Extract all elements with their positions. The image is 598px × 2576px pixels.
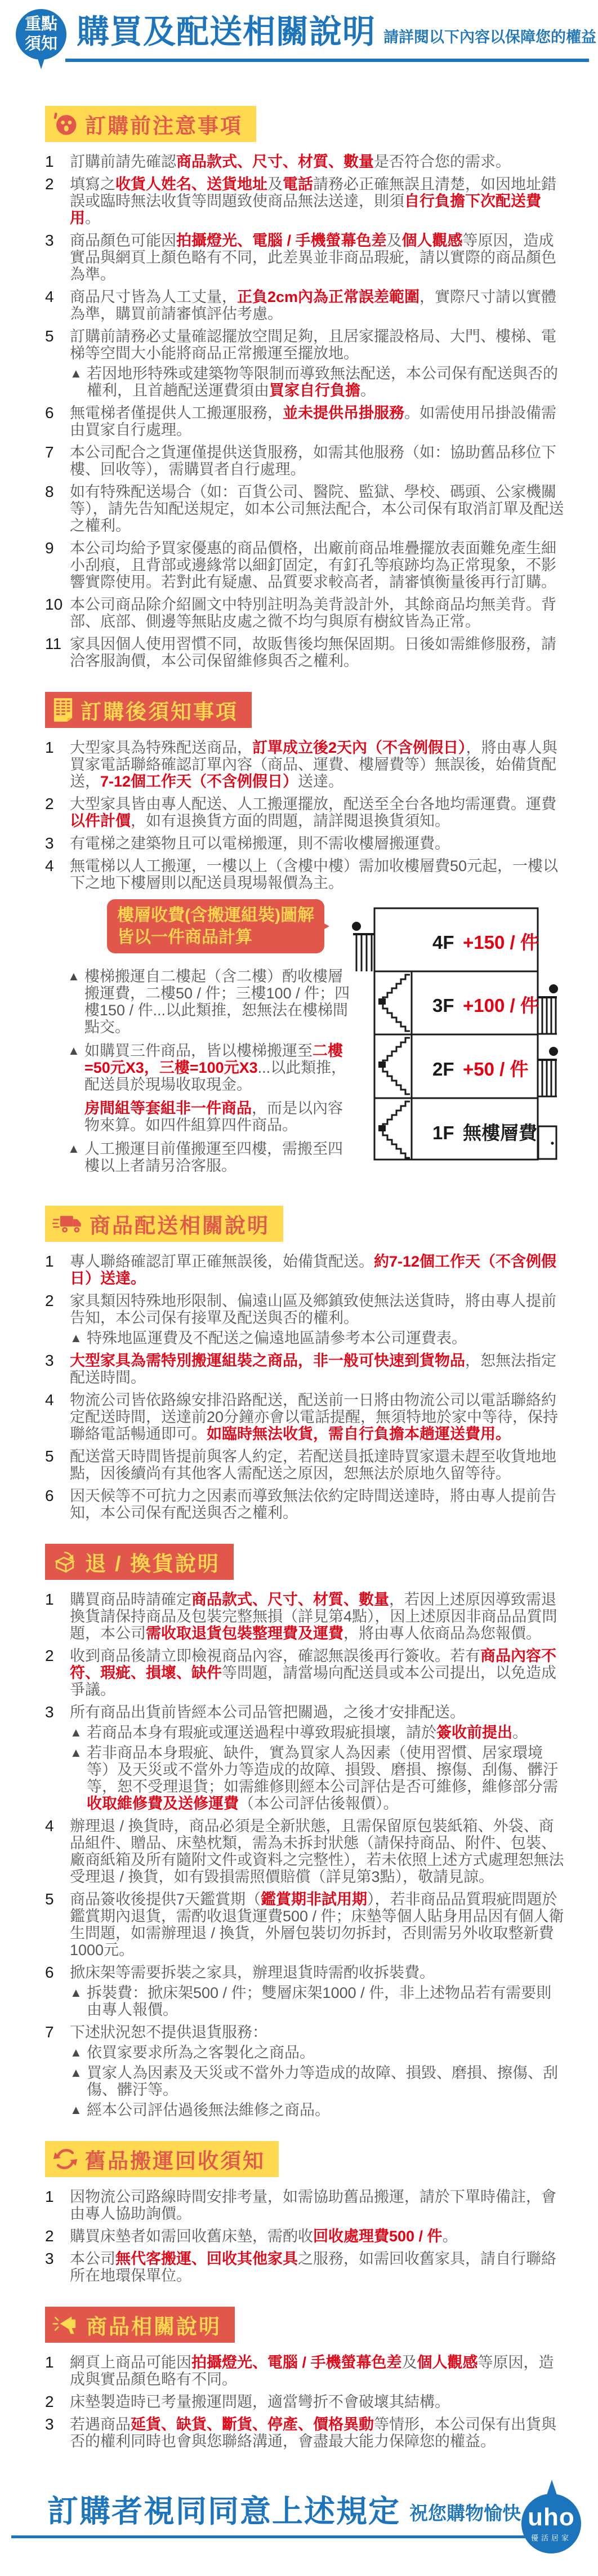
text-segment: ，而是以內容物來算。如四件組算四件商品。 bbox=[84, 1100, 343, 1134]
item-text bbox=[70, 739, 564, 790]
item-text bbox=[70, 153, 564, 170]
item-text bbox=[70, 2024, 564, 2118]
text-segment: 家具因個人使用習慣不同，故販售後均無保固期。日後如需維修服務，請洽客服詢價，本公司保留維修與否之權利。 bbox=[70, 636, 556, 669]
item-text bbox=[70, 328, 564, 399]
note-line bbox=[70, 2044, 564, 2061]
text-segment: 延貨、缺貨、斷貨、停產、價格異動 bbox=[131, 2416, 374, 2433]
item-text bbox=[70, 835, 564, 852]
item-text bbox=[70, 2354, 564, 2388]
note-line bbox=[68, 1042, 352, 1093]
footer-underline bbox=[11, 2535, 538, 2538]
wish-text: 祝您購物愉快 bbox=[409, 2503, 521, 2524]
text-segment: 所有商品出貨前皆經本公司品管把關過，之後才安排配送。 bbox=[70, 1704, 465, 1721]
item-number: 1 bbox=[45, 2353, 54, 2371]
section-title: 訂購後須知事項 bbox=[81, 700, 238, 723]
item-text bbox=[70, 858, 564, 891]
text-segment: 特殊地區運費及不配送之偏遠地區請參考本公司運費表。 bbox=[87, 1330, 467, 1347]
triangle-marker: ▲ bbox=[68, 1043, 80, 1058]
note-text bbox=[84, 1100, 352, 1134]
text-segment: 專人聯絡確認訂單正確無誤後，始備貨配送。 bbox=[70, 1253, 374, 1270]
key-points-badge bbox=[16, 9, 66, 60]
document-icon bbox=[52, 697, 74, 723]
item-number: 2 bbox=[45, 2227, 54, 2245]
text-segment: 本公司商品除介紹圖文中特別註明為美背設計外，其餘商品均無美背。背部、底部、側邊等無貼皮處之微不均勻與原有樹紋皆為正常。 bbox=[70, 596, 556, 630]
text-segment: 等問題，請當場向配送員或本公司提出，以免造成爭議。 bbox=[70, 1664, 556, 1698]
item-text bbox=[70, 288, 564, 322]
floor-label: 4F bbox=[432, 932, 454, 953]
header-underline bbox=[65, 59, 589, 62]
text-segment: 經本公司評估過後無法維修之商品。 bbox=[87, 2102, 330, 2118]
list-item bbox=[45, 540, 564, 590]
text-segment: 並未提供吊掛服務 bbox=[283, 405, 404, 421]
text-segment: ，將由專人與買家電話聯絡確認訂單內容（商品、運費、樓層費等）無誤後，始備貨配送， bbox=[70, 739, 557, 790]
item-text bbox=[70, 1392, 564, 1442]
text-segment: 商品顏色可能因 bbox=[70, 232, 176, 249]
package-icon bbox=[52, 1549, 78, 1575]
page-subtitle: 請詳閱以下內容以保障您的權益 bbox=[383, 29, 597, 46]
item-text bbox=[70, 596, 564, 630]
text-segment: 網頁上商品可能因 bbox=[70, 2354, 191, 2371]
text-segment: 二樓=50元X3，三樓=100元X3 bbox=[84, 1042, 343, 1076]
floor-label: 1F bbox=[432, 1122, 454, 1143]
list-item bbox=[45, 835, 564, 852]
triangle-marker: ▲ bbox=[70, 1746, 82, 1760]
list-item bbox=[45, 405, 564, 438]
section-pre-order bbox=[45, 89, 564, 669]
bubble-line1: 樓層收費(含搬運組裝)圖解 bbox=[117, 906, 314, 925]
item-text bbox=[70, 1704, 564, 1812]
text-segment: 買家人為因素及天災或不當外力等造成的故障、損毀、磨損、擦傷、刮傷、髒汙等。 bbox=[87, 2064, 558, 2098]
badge-line1: 重點 bbox=[24, 15, 57, 33]
text-segment: 7-12個工作天（不含例假日） bbox=[100, 773, 298, 790]
text-segment: 訂購前請先確認 bbox=[70, 153, 176, 170]
item-number: 2 bbox=[45, 795, 54, 812]
text-segment: 掀床架等需要拆裝之家具，辦理退貨時需酌收拆裝費。 bbox=[70, 1964, 435, 1981]
section-returns bbox=[45, 1527, 564, 2118]
triangle-marker: ▲ bbox=[70, 2045, 82, 2059]
section-header-pre-order bbox=[45, 106, 256, 142]
list-item bbox=[45, 328, 564, 399]
text-segment: 本公司配合之貨運僅提供送貨服務，如需其他服務（如：協助舊品移位下樓、回收等），需購買者自行處理。 bbox=[70, 444, 556, 478]
note-line bbox=[68, 1100, 352, 1134]
note-line bbox=[70, 365, 564, 399]
item-number: 5 bbox=[45, 327, 54, 345]
text-segment: 購買商品時請確定 bbox=[70, 1591, 191, 1608]
item-number: 6 bbox=[45, 404, 54, 421]
section-recycle bbox=[45, 2124, 564, 2284]
sections-container bbox=[0, 89, 598, 2450]
item-text bbox=[70, 796, 564, 829]
section-post-order bbox=[45, 675, 564, 1174]
text-segment: ，若因上述原因導致需退換貨請保持商品及包裝完整無損（詳見第4點），因上述原因非商品品質問題，本公司 bbox=[70, 1591, 557, 1642]
note-text bbox=[84, 968, 352, 1036]
item-text bbox=[70, 483, 564, 534]
text-segment: 。 bbox=[85, 210, 100, 226]
logo-text: uho bbox=[528, 2503, 575, 2531]
floor-fee: 無樓層費 bbox=[463, 1122, 537, 1143]
list-item bbox=[45, 2024, 564, 2118]
text-segment: 若遇商品 bbox=[70, 2416, 131, 2433]
text-segment: 如有特殊配送場合（如：百貨公司、醫院、監獄、學校、碼頭、公家機關等），請先告知配送規定，如本公司無法配合，本公司保有取消訂單及配送之權利。 bbox=[70, 483, 564, 534]
text-segment: 訂單成立後2天內（不含例假日） bbox=[252, 739, 466, 756]
text-segment: ，如有退換貨方面的問題，請詳閱退換貨須知。 bbox=[131, 812, 450, 829]
floor-fee: +150 / 件 bbox=[463, 932, 539, 953]
list-item bbox=[45, 858, 564, 891]
text-segment: 及 bbox=[267, 176, 283, 193]
item-text bbox=[70, 2250, 564, 2284]
badge-line2: 須知 bbox=[24, 35, 57, 53]
note-line bbox=[68, 1140, 352, 1174]
item-text bbox=[70, 405, 564, 438]
item-number: 9 bbox=[45, 539, 54, 557]
text-segment: 商品款式、尺寸、材質、數量 bbox=[191, 1591, 389, 1608]
section-header-post-order bbox=[45, 692, 252, 728]
item-number: 2 bbox=[45, 2393, 54, 2410]
note-text bbox=[84, 1140, 352, 1174]
text-segment: 如購買三件商品，皆以樓梯搬運至 bbox=[84, 1042, 313, 1059]
list-item bbox=[45, 2354, 564, 2388]
text-segment: ，將由專人依商品為您報價。 bbox=[343, 1625, 541, 1642]
text-segment: 大型家具皆由專人配送、人工搬運擺放，配送至全台各地均需運費。運費 bbox=[70, 796, 556, 812]
text-segment: 請務必正確無誤且清楚，如因地址錯誤或臨時無法收貨等問題致使商品無法送達，則須 bbox=[70, 176, 556, 210]
logo-spike bbox=[547, 2475, 557, 2495]
text-segment: 無電梯以人工搬運，一樓以上（含樓中樓）需加收樓層費50元起，一樓以下之地下樓層則以配送員現場報價為主。 bbox=[70, 858, 559, 891]
text-segment: 樓梯搬運自二樓起（含二樓）酌收樓層搬運費，二樓50 / 件；三樓100 / 件；四樓150 / 件...以此類推，恕無法在樓梯間點交。 bbox=[84, 968, 350, 1036]
text-segment: ...以此類推，配送員於現場收取現金。 bbox=[84, 1059, 347, 1093]
list-item bbox=[45, 1964, 564, 2018]
text-segment: 因天候等不可抗力之因素而導致無法依約定時間送達時，將由專人提前告知，本公司保有配送與否之權利。 bbox=[70, 1487, 556, 1521]
text-segment: 約7-12個工作天（不含例假日）送達。 bbox=[70, 1253, 557, 1287]
item-text bbox=[70, 1448, 564, 1482]
item-text bbox=[70, 1487, 564, 1521]
item-text bbox=[70, 2228, 564, 2245]
floor-fee-bubble bbox=[107, 899, 324, 953]
text-segment: 簽收前提出 bbox=[436, 1724, 512, 1741]
text-segment: 。 bbox=[360, 382, 376, 399]
text-segment: 回收處理費500 / 件 bbox=[313, 2228, 443, 2245]
list-item bbox=[45, 1253, 564, 1287]
text-segment: 若商品本身有瑕疵或運送過程中導致瑕疵損壞，請於 bbox=[87, 1724, 436, 1741]
note-text bbox=[87, 365, 564, 399]
section-header-returns bbox=[45, 1544, 234, 1580]
text-segment: 。如需使用吊掛設備需由買家自行處理。 bbox=[70, 405, 556, 438]
item-number: 1 bbox=[45, 153, 54, 170]
item-number: 3 bbox=[45, 232, 54, 249]
text-segment: 下述狀況恕不提供退貨服務： bbox=[70, 2024, 267, 2041]
item-text bbox=[70, 636, 564, 669]
list-item bbox=[45, 2416, 564, 2450]
item-text bbox=[70, 1293, 564, 1347]
text-segment: ，實際尺寸請以實體為準，購買前請審慎評估考慮。 bbox=[70, 288, 557, 322]
item-number: 2 bbox=[45, 175, 54, 193]
item-number: 3 bbox=[45, 1352, 54, 1369]
list-item bbox=[45, 288, 564, 322]
text-segment: 辦理退 / 換貨時，商品必須是全新狀態，且需保留原包裝紙箱、外袋、商品組件、贈品、床墊枕類，需為未拆封狀態（請保持商品、附件、包裝、廠商紙箱及所有隨附文件或資料之完整性），若未依照上述方式處理恕無法受理退 / 換貨，如有毀損需照價賠償（詳見第3點），敬請見諒。 bbox=[70, 1818, 564, 1885]
item-number: 6 bbox=[45, 1964, 54, 1981]
item-text bbox=[70, 176, 564, 226]
title-group bbox=[77, 16, 596, 48]
floor-fee-figure-left bbox=[45, 899, 352, 1174]
list-item bbox=[45, 1448, 564, 1482]
list-item bbox=[45, 1487, 564, 1521]
text-segment: 送達。 bbox=[298, 773, 344, 790]
item-text bbox=[70, 1818, 564, 1885]
list-item bbox=[45, 1891, 564, 1958]
text-segment: （本公司評估後報價）。 bbox=[239, 1795, 399, 1812]
text-segment: 填寫之 bbox=[70, 176, 115, 193]
text-segment: 收到商品後請立即檢視商品內容，確認無誤後再行簽收。若有 bbox=[70, 1647, 480, 1664]
item-text bbox=[70, 2188, 564, 2222]
text-segment: 及 bbox=[386, 232, 402, 249]
text-segment: 是否符合您的需求。 bbox=[374, 153, 511, 170]
triangle-marker: ▲ bbox=[70, 366, 82, 380]
item-number: 4 bbox=[45, 1817, 54, 1835]
item-text bbox=[70, 232, 564, 283]
text-segment: 買家自行負擔 bbox=[269, 382, 360, 399]
floor-fee-diagram bbox=[352, 900, 559, 1168]
item-number: 3 bbox=[45, 2415, 54, 2433]
text-segment: 收取維修費及送修運費 bbox=[87, 1795, 239, 1812]
item-number: 1 bbox=[45, 1253, 54, 1270]
item-text bbox=[70, 1352, 564, 1386]
item-number: 1 bbox=[45, 739, 54, 756]
item-number: 3 bbox=[45, 2250, 54, 2267]
item-number: 2 bbox=[45, 1647, 54, 1664]
note-text bbox=[87, 2102, 564, 2118]
triangle-marker: ▲ bbox=[70, 2103, 82, 2117]
triangle-marker: ▲ bbox=[68, 1142, 80, 1156]
floor-fee-figure-right bbox=[352, 899, 564, 1174]
footer-text-row bbox=[47, 2496, 521, 2527]
list-item bbox=[45, 596, 564, 630]
section-header-delivery bbox=[45, 1206, 283, 1242]
text-segment: 因物流公司路線時間安排考量，如需協助舊品搬運，請於下單時備註，會由專人協助詢價。 bbox=[70, 2188, 556, 2222]
list-item bbox=[45, 1818, 564, 1885]
item-text bbox=[70, 1647, 564, 1698]
item-text bbox=[70, 1253, 564, 1287]
truck-icon bbox=[52, 1213, 83, 1234]
list-item bbox=[45, 153, 564, 170]
note-text bbox=[87, 1330, 564, 1347]
item-text bbox=[70, 444, 564, 478]
text-segment: 電話 bbox=[283, 176, 313, 193]
logo-balloon bbox=[521, 2494, 581, 2553]
text-segment: 需收取退貨包裝整理費及運費 bbox=[146, 1625, 343, 1642]
item-number: 2 bbox=[45, 1292, 54, 1309]
note-text bbox=[87, 1724, 564, 1741]
item-number: 11 bbox=[45, 635, 62, 652]
floor-fee-figure bbox=[45, 899, 564, 1174]
item-number: 3 bbox=[45, 1703, 54, 1721]
item-number: 10 bbox=[45, 596, 63, 613]
text-segment: 房間組等套組非一件商品 bbox=[84, 1100, 252, 1117]
text-segment: 本公司 bbox=[70, 2250, 115, 2267]
list-item bbox=[45, 444, 564, 478]
item-text bbox=[70, 1591, 564, 1642]
list-item bbox=[45, 796, 564, 829]
text-segment: 購買床墊者如需回收舊床墊，需酌收 bbox=[70, 2228, 313, 2245]
megaphone-icon bbox=[52, 2313, 79, 2337]
list-item bbox=[45, 483, 564, 534]
page-header bbox=[0, 0, 598, 89]
list-item bbox=[45, 2188, 564, 2222]
item-number: 5 bbox=[45, 1890, 54, 1908]
note-text bbox=[87, 2044, 564, 2061]
text-segment: 商品款式、尺寸、材質、數量 bbox=[176, 153, 374, 170]
text-segment: 訂購前請務必丈量確認擺放空間足夠，且居家擺設格局、大門、樓梯、電梯等空間大小能將商品正常搬運至擺放地。 bbox=[70, 328, 556, 362]
item-text bbox=[70, 2393, 564, 2410]
page-footer bbox=[0, 2475, 598, 2576]
text-segment: 。 bbox=[442, 2228, 458, 2245]
triangle-marker: ▲ bbox=[70, 1331, 82, 1345]
triangle-marker: ▲ bbox=[70, 1725, 82, 1739]
text-segment: 人工搬運目前僅搬運至四樓，需搬至四樓以上者請另洽客服。 bbox=[84, 1140, 343, 1174]
text-segment: 及 bbox=[401, 2354, 417, 2371]
triangle-marker: ▲ bbox=[70, 2066, 82, 2080]
section-header-recycle bbox=[45, 2141, 279, 2177]
agreement-statement: 訂購者視同同意上述規定 bbox=[47, 2494, 401, 2529]
note-text bbox=[87, 2064, 564, 2098]
item-number: 3 bbox=[45, 834, 54, 852]
brand-logo bbox=[521, 2475, 582, 2553]
text-segment: ），若非商品品質瑕疵問題於鑑賞期內退貨，需酌收退貨運費500 / 件；床墊等個人貼身用品因有個人衛生問題，如需辦理退 / 換貨，外層包裝切勿拆封，否則需另外收取整新費1000元。 bbox=[70, 1891, 564, 1958]
list-item bbox=[45, 636, 564, 669]
floor-fee: +50 / 件 bbox=[463, 1059, 529, 1080]
section-title: 退 / 換貨說明 bbox=[85, 1552, 220, 1575]
text-segment: 家具類因特殊地形限制、偏遠山區及鄉鎮致使無法送貨時，將由專人提前告知，本公司保有接單及配送與否的權利。 bbox=[70, 1293, 556, 1326]
text-segment: 商品尺寸皆為人工丈量， bbox=[70, 288, 237, 305]
text-segment: 收貨人姓名、送貨地址 bbox=[115, 176, 267, 193]
triangle-marker: ▲ bbox=[68, 969, 80, 983]
text-segment: 大型家具為需特別搬運組裝之商品，非一般可快速到貨物品 bbox=[70, 1352, 465, 1369]
list-item bbox=[45, 739, 564, 790]
note-line bbox=[70, 2064, 564, 2098]
list-item bbox=[45, 232, 564, 283]
text-segment: 依買家要求所為之客製化之商品。 bbox=[87, 2044, 315, 2061]
note-line bbox=[70, 1984, 564, 2018]
list-item bbox=[45, 1352, 564, 1386]
section-title: 舊品搬運回收須知 bbox=[85, 2149, 265, 2173]
text-segment: 鑑賞期非試用期 bbox=[261, 1891, 368, 1908]
list-item bbox=[45, 176, 564, 226]
bubble-line2: 皆以一件商品計算 bbox=[117, 928, 252, 947]
text-segment: 本公司均給予買家優惠的商品價格，出廠前商品堆疊擺放表面難免產生細小刮痕，且背部或邊緣常以細釘固定，有釘孔等痕跡均為正常現象，不影響實際使用。若對此有疑慮、品質要求較高者，請審慎衡量後再行訂購。 bbox=[70, 540, 556, 590]
item-number: 6 bbox=[45, 1487, 54, 1504]
note-line bbox=[70, 2102, 564, 2118]
note-text bbox=[84, 1042, 352, 1093]
surprised-face-icon bbox=[52, 112, 78, 136]
text-segment: 無電梯者僅提供人工搬運服務， bbox=[70, 405, 283, 421]
text-segment: 拍攝燈光、電腦 / 手機螢幕色差 bbox=[191, 2354, 402, 2371]
list-item bbox=[45, 1392, 564, 1442]
note-line bbox=[70, 1330, 564, 1347]
text-segment: 等原因，造成與實品顏色略有不同。 bbox=[70, 2354, 554, 2388]
section-delivery bbox=[45, 1189, 564, 1521]
text-segment: 若非商品本身瑕疵、缺件，實為買家人為因素（使用習慣、居家環境等）及天災或不當外力等造成的故障、損毀、磨損、擦傷、刮傷、髒汙等，恕不受理退貨；如需維修則經本公司評估是否可維修，維修部分需 bbox=[87, 1744, 558, 1795]
text-segment: 床墊製造時已考量搬運問題，適當彎折不會破壞其結構。 bbox=[70, 2393, 450, 2410]
triangle-marker: ▲ bbox=[70, 1986, 82, 2000]
item-number: 4 bbox=[45, 1391, 54, 1409]
text-segment: 自行負擔下次配送費用 bbox=[70, 193, 541, 226]
note-line bbox=[70, 1744, 564, 1812]
floor-fee-notes bbox=[68, 968, 352, 1174]
list-item bbox=[45, 1293, 564, 1347]
text-segment: 大型家具為特殊配送商品， bbox=[70, 739, 252, 756]
section-product bbox=[45, 2290, 564, 2450]
text-segment: 配送當天時間皆提前與客人約定，若配送員抵達時買家還未趕至收貨地地點，因後續尚有其他客人需配送之原因，恕無法於原地久留等待。 bbox=[70, 1448, 556, 1482]
floor-fee: +100 / 件 bbox=[463, 995, 539, 1016]
text-segment: 商品簽收後提供7天鑑賞期（ bbox=[70, 1891, 261, 1908]
text-segment: 拍攝燈光、電腦 / 手機螢幕色差 bbox=[176, 232, 387, 249]
item-number: 8 bbox=[45, 483, 54, 500]
list-item bbox=[45, 1591, 564, 1642]
list-item bbox=[45, 2250, 564, 2284]
recycle-icon bbox=[52, 2146, 78, 2172]
list-item bbox=[45, 1647, 564, 1698]
item-number: 1 bbox=[45, 2188, 54, 2205]
text-segment: 拆裝費：掀床架500 / 件；雙層床架1000 / 件，非上述物品若有需要則由專人報價。 bbox=[87, 1984, 552, 2018]
item-text bbox=[70, 1964, 564, 2018]
item-number: 1 bbox=[45, 1591, 54, 1608]
section-title: 商品配送相關說明 bbox=[90, 1214, 270, 1237]
floor-label: 3F bbox=[432, 995, 454, 1016]
text-segment: 等情形，本公司保有出貨與否的權利同時也會與您聯絡溝通，會盡最大能力保障您的權益。 bbox=[70, 2416, 556, 2450]
section-header-product bbox=[45, 2307, 235, 2343]
text-segment: ，恕無法指定配送時間。 bbox=[70, 1352, 556, 1386]
item-number: 5 bbox=[45, 1447, 54, 1465]
floor-label: 2F bbox=[432, 1059, 454, 1080]
note-line bbox=[70, 1724, 564, 1741]
note-text bbox=[87, 1744, 564, 1812]
text-segment: 商品內容不符、瑕疵、損壞、缺件 bbox=[70, 1647, 556, 1681]
text-segment: 個人觀感 bbox=[417, 2354, 478, 2371]
page-title: 購買及配送相關說明 bbox=[77, 14, 376, 50]
section-title: 訂購前注意事項 bbox=[85, 114, 243, 137]
text-segment: 若因地形特殊或建築物等限制而導致無法配送，本公司保有配送與否的權利，且首趟配送運費須由 bbox=[87, 365, 558, 399]
item-text bbox=[70, 540, 564, 590]
text-segment: 正負2cm內為正常誤差範圍 bbox=[237, 288, 420, 305]
item-number: 7 bbox=[45, 443, 54, 461]
note-text bbox=[87, 1984, 564, 2018]
list-item bbox=[45, 2393, 564, 2410]
text-segment: 無代客搬運、回收其他家具 bbox=[115, 2250, 298, 2267]
text-segment: 如臨時無法收貨，需自行負擔本趟運送費用。 bbox=[207, 1425, 511, 1442]
list-item bbox=[45, 2228, 564, 2245]
item-number: 7 bbox=[45, 2023, 54, 2041]
note-line bbox=[68, 968, 352, 1036]
text-segment: 物流公司皆依路線安排沿路配送，配送前一日將由物流公司以電話聯絡約定配送時間，送達前20分鐘亦會以電話提醒，無須特地於家中等待，保持聯絡電話暢通即可。 bbox=[70, 1392, 559, 1442]
section-title: 商品相關說明 bbox=[86, 2315, 221, 2338]
list-item bbox=[45, 1704, 564, 1812]
text-segment: 以件計價 bbox=[70, 812, 131, 829]
text-segment: 等原因，造成實品與網頁上顏色略有不同，此差異並非商品瑕疵，請以實際的商品顏色為準。 bbox=[70, 232, 556, 283]
text-segment: 有電梯之建築物且可以電梯搬運，則不需收樓層搬運費。 bbox=[70, 835, 450, 852]
item-text bbox=[70, 1891, 564, 1958]
item-number: 4 bbox=[45, 288, 54, 305]
logo-subtext: 優活居家 bbox=[530, 2533, 572, 2542]
item-number: 4 bbox=[45, 857, 54, 874]
text-segment: 個人觀感 bbox=[401, 232, 463, 249]
text-segment: 之服務，如需回收舊家具，請自行聯絡所在地環保單位。 bbox=[70, 2250, 556, 2284]
text-segment: 。 bbox=[512, 1724, 528, 1741]
item-text bbox=[70, 2416, 564, 2450]
